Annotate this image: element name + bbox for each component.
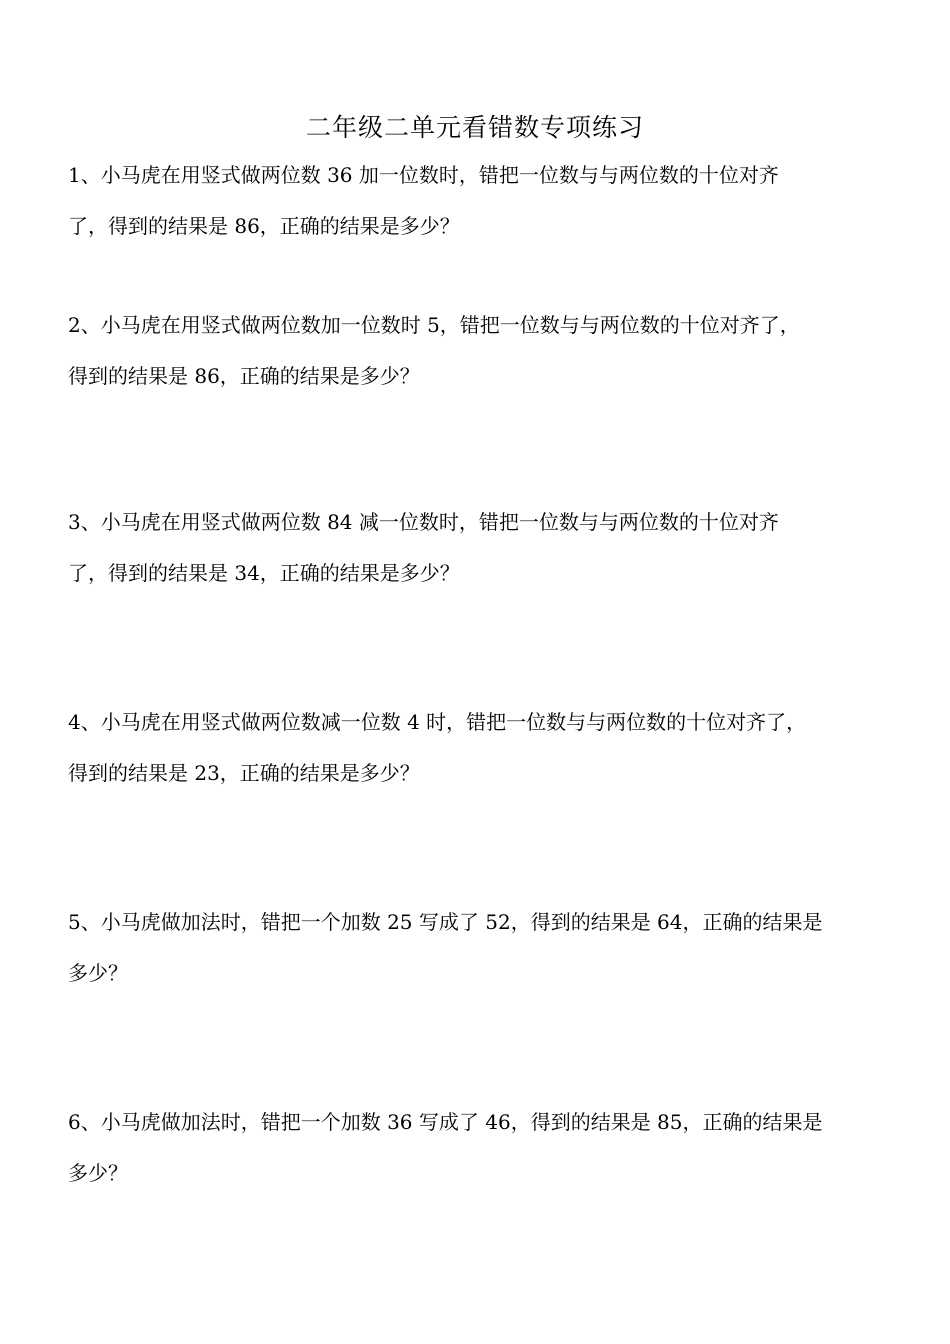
question-2-line-2: 得到的结果是 86，正确的结果是多少？ <box>68 364 420 388</box>
question-1 <box>68 150 888 252</box>
question-6 <box>68 1097 888 1199</box>
page-title: 二年级二单元看错数专项练习 <box>305 113 644 142</box>
question-2-line-1: 2、小马虎在用竖式做两位数加一位数时 5，错把一位数与与两位数的十位对齐了， <box>68 313 800 337</box>
question-1-line-2: 了，得到的结果是 86，正确的结果是多少？ <box>68 214 460 238</box>
question-2 <box>68 300 888 402</box>
question-3 <box>68 497 888 599</box>
question-4-line-2: 得到的结果是 23，正确的结果是多少？ <box>68 761 420 785</box>
question-5-line-1: 5、小马虎做加法时，错把一个加数 25 写成了 52，得到的结果是 64，正确的结果是 <box>68 910 823 934</box>
question-4-line-1: 4、小马虎在用竖式做两位数减一位数 4 时，错把一位数与与两位数的十位对齐了， <box>68 710 807 734</box>
question-6-line-1: 6、小马虎做加法时，错把一个加数 36 写成了 46，得到的结果是 85，正确的结果是 <box>68 1110 823 1134</box>
question-5 <box>68 897 888 999</box>
question-3-line-2: 了，得到的结果是 34，正确的结果是多少？ <box>68 561 460 585</box>
question-4 <box>68 697 888 799</box>
question-6-line-2: 多少？ <box>68 1161 128 1185</box>
question-5-line-2: 多少？ <box>68 961 128 985</box>
question-3-line-1: 3、小马虎在用竖式做两位数 84 减一位数时，错把一位数与与两位数的十位对齐 <box>68 510 779 534</box>
question-1-line-1: 1、小马虎在用竖式做两位数 36 加一位数时，错把一位数与与两位数的十位对齐 <box>68 163 779 187</box>
